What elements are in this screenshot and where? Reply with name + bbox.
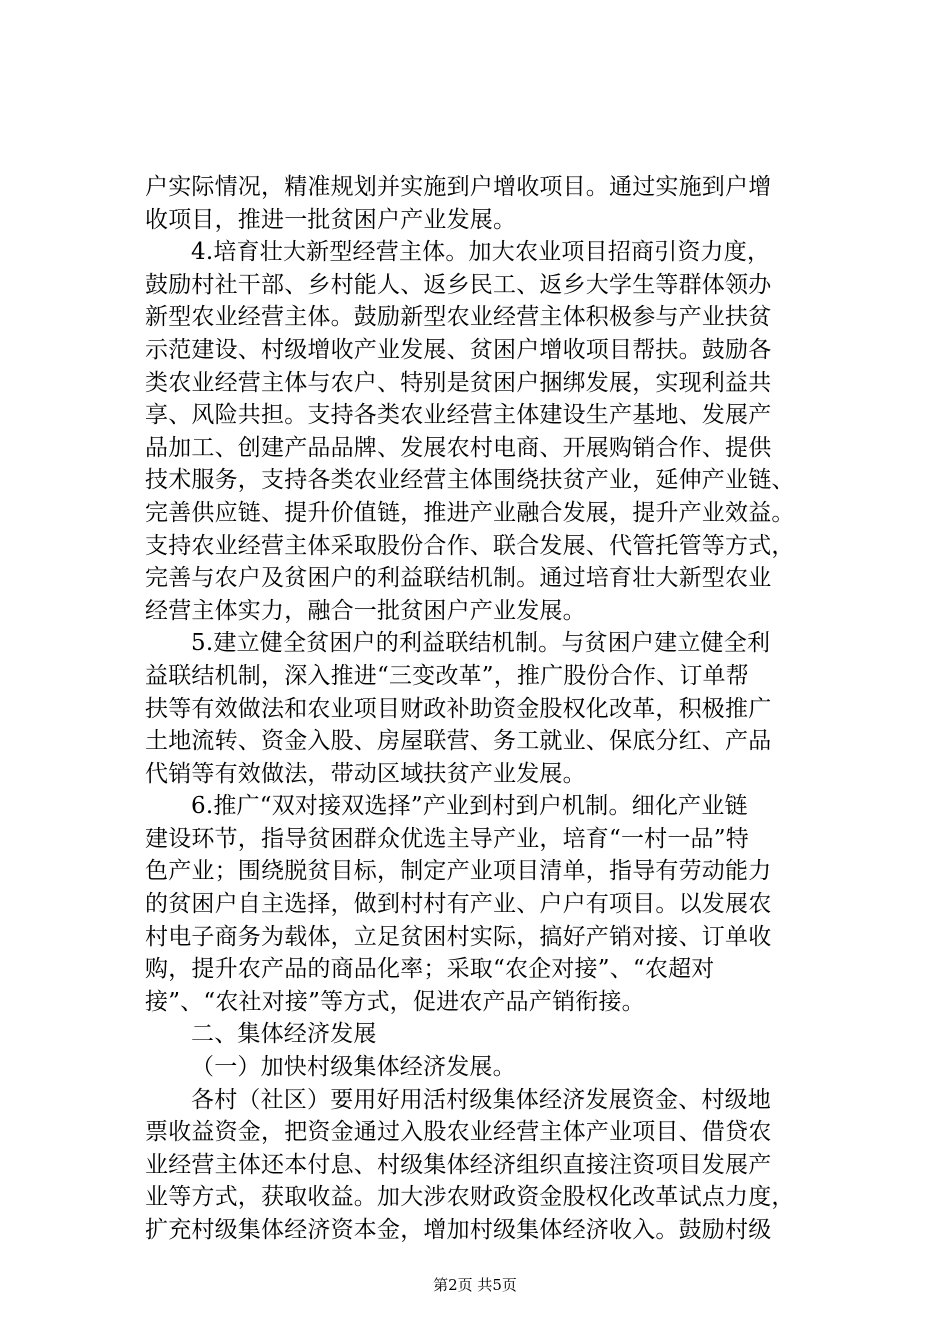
text-line: 户实际情况，精准规划并实施到户增收项目。通过实施到户增 [145,174,772,200]
text-line: 收项目，推进一批贫困户产业发展。 [145,206,517,233]
text-line: 支持农业经营主体采取股份合作、联合发展、代管托管等方式， [145,532,795,559]
text-line: 二、集体经济发展 [191,1021,377,1048]
text-line: 业等方式，获取收益。加大涉农财政资金股权化改革试点力度， [145,1184,795,1211]
page-footer: 第2页 共5页 [433,1276,517,1294]
text-line: 5.建立健全贫困户的利益联结机制。与贫困户建立健全利 [191,630,771,657]
text-line: 票收益资金，把资金通过入股农业经营主体产业项目、借贷农 [145,1119,772,1146]
text-line: 6.推广“双对接双选择”产业到村到户机制。细化产业链 [191,793,748,820]
text-line: 购，提升农产品的商品化率；采取“农企对接”、“农超对 [145,956,715,983]
text-line: 各村（社区）要用好用活村级集体经济发展资金、村级地 [191,1086,771,1113]
text-line: 完善供应链、提升价值链，推进产业融合发展，提升产业效益。 [145,499,795,526]
text-line: 品加工、创建产品品牌、发展农村电商、开展购销合作、提供 [145,434,772,461]
text-line: 业经营主体还本付息、村级集体经济组织直接注资项目发展产 [145,1151,772,1178]
text-line: 鼓励村社干部、乡村能人、返乡民工、返乡大学生等群体领办 [145,271,772,298]
text-line: 土地流转、资金入股、房屋联营、务工就业、保底分红、产品 [145,728,772,755]
text-line: 新型农业经营主体。鼓励新型农业经营主体积极参与产业扶贫 [145,304,772,331]
text-line: 4.培育壮大新型经营主体。加大农业项目招商引资力度， [191,239,771,266]
text-line: 类农业经营主体与农户、特别是贫困户捆绑发展，实现利益共 [145,369,772,396]
text-line: 代销等有效做法，带动区域扶贫产业发展。 [145,760,586,787]
text-line: 色产业；围绕脱贫目标，制定产业项目清单，指导有劳动能力 [145,858,772,885]
text-line: 的贫困户自主选择，做到村村有产业、户户有项目。以发展农 [145,891,772,918]
text-line: （一）加快村级集体经济发展。 [191,1054,516,1081]
text-line: 建设环节，指导贫困群众优选主导产业，培育“一村一品”特 [145,825,749,852]
text-line: 示范建设、村级增收产业发展、贫困户增收项目帮扶。鼓励各 [145,336,772,363]
text-line: 经营主体实力，融合一批贫困户产业发展。 [145,597,586,624]
text-line: 益联结机制，深入推进“三变改革”，推广股份合作、订单帮 [145,662,749,689]
document-body [145,171,835,1247]
text-line: 享、风险共担。支持各类农业经营主体建设生产基地、发展产 [145,402,772,429]
text-line: 扶等有效做法和农业项目财政补助资金股权化改革，积极推广 [145,695,772,722]
text-line: 接”、“农社对接”等方式，促进农产品产销衔接。 [145,988,645,1015]
text-line: 村电子商务为载体，立足贫困村实际，搞好产销对接、订单收 [145,923,772,950]
text-line: 扩充村级集体经济资本金，增加村级集体经济收入。鼓励村级 [145,1217,772,1243]
text-line: 完善与农户及贫困户的利益联结机制。通过培育壮大新型农业 [145,565,772,592]
text-line: 技术服务，支持各类农业经营主体围绕扶贫产业，延伸产业链、 [145,467,795,494]
